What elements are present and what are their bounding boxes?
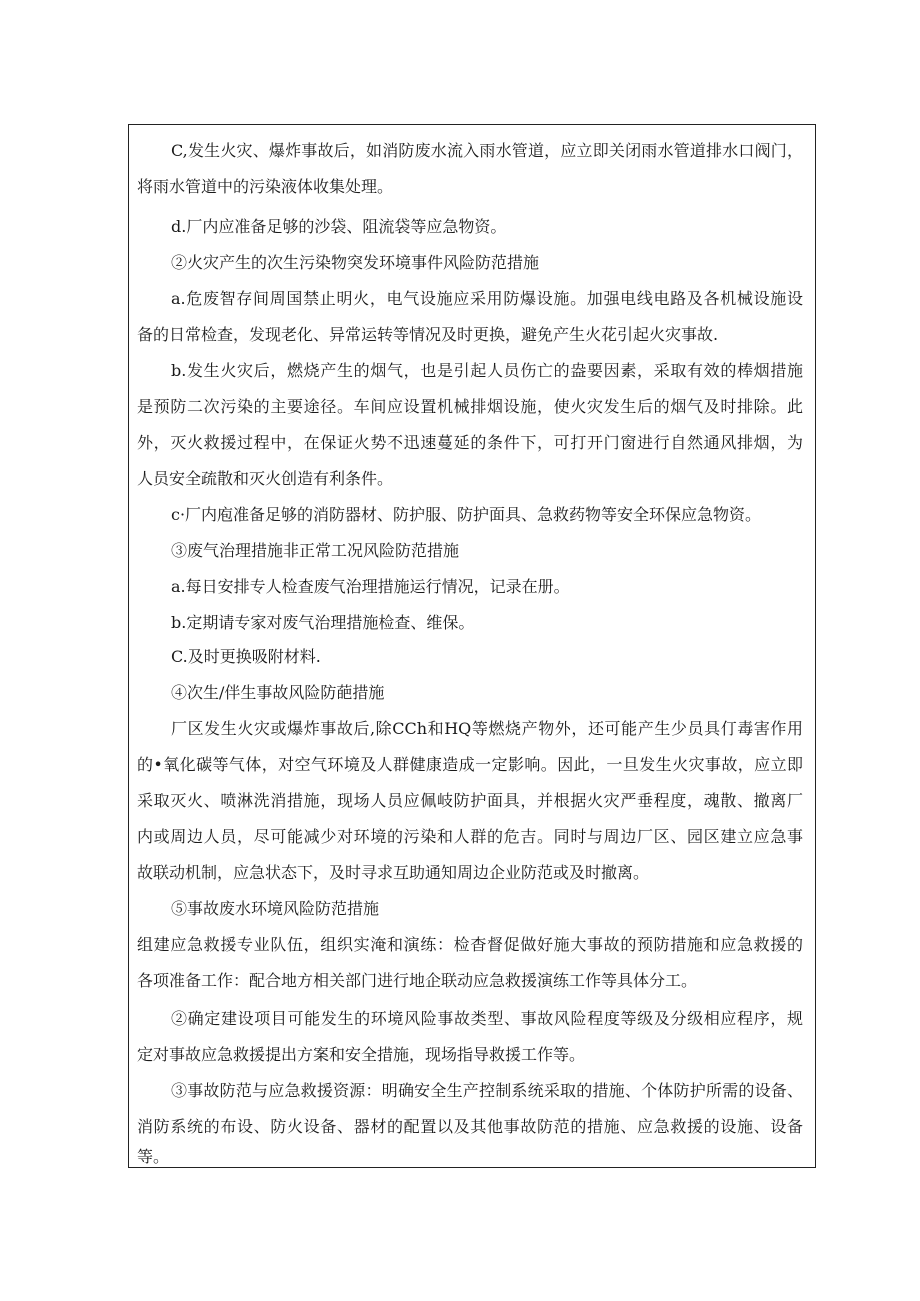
- text-line: b.发生火灾后，燃烧产生的烟气，也是引起人员伤亡的盎要因素，采取有效的棒烟措施: [171, 361, 803, 380]
- text-line: 等。: [137, 1147, 170, 1166]
- text-line: 组建应急救援专业队伍，组织实淹和演练：检杳督促做好施大事故的预防措施和应急救援的: [137, 935, 803, 954]
- text-line: b.定期请专家对废气治理措施检查、维保。: [171, 613, 475, 632]
- text-line: 内或周边人员，尽可能减少对环境的污染和人群的危吉。同时与周边厂区、园区建立应急事: [137, 827, 803, 846]
- section-heading: ⑤事故废水环境风险防范措施: [171, 899, 380, 918]
- text-line: 厂区发生火灾或爆炸事故后,除CCh和HQ等燃烧产物外，还可能产生少员具仃毒害作用: [171, 719, 803, 738]
- text-line: 消防系统的布设、防火设备、器材的配置以及其他事故防范的措施、应急救援的设施、设备: [137, 1117, 803, 1136]
- section-heading: ③废气治理措施非正常工况风险防范措施: [171, 541, 460, 560]
- text-line: ②确定建设项目可能发生的环境风险事故类型、事故风险程度等级及分级相应程序，规: [171, 1009, 803, 1028]
- text-line: 故联动机制，应急状态下，及时寻求互助通知周边企业防范或及时撤离。: [137, 863, 650, 882]
- text-line: 外，灭火救援过程中，在保证火势不迅速蔓延的条件下，可打开门窗进行自然通风排烟，为: [137, 433, 803, 452]
- text-line: ③事故防范与应急救援资源：明确安全生产控制系统采取的措施、个体防护所需的设备、: [171, 1081, 803, 1100]
- text-line: 是预防二次污染的主要途径。车间应设置机械排烟设施，使火灾发生后的烟气及时排除。此: [137, 397, 803, 416]
- text-line: a.每日安排专人检查废气治理措施运行情况，记录在册。: [171, 577, 570, 596]
- text-line: 将雨水管道中的污染液体收集处理。: [137, 177, 394, 196]
- text-line: C.及时更换吸附材料.: [171, 647, 321, 666]
- section-heading: ②火灾产生的次生污染物突发环境事件风险防范措施: [171, 253, 540, 272]
- text-line: a.危废智存间周国禁止明火，电气设施应采用防爆设施。加强电线电路及各机械设施设: [171, 289, 803, 308]
- text-line: C,发生火灾、爆炸事故后，如消防废水流入雨水管道，应立即关闭雨水管道排水口阀门，: [171, 141, 803, 160]
- text-line: 的•氧化碳等气体，对空气环境及人群健康造成一定影响。因此，一旦发生火灾事故，应立即: [137, 755, 803, 774]
- text-line: 备的日常检查，发现老化、异常运转等情况及时更换，避免产生火花引起火灾事故.: [137, 325, 719, 344]
- text-line: 定对事故应急救援提出方案和安全措施，现场指导救援工作等。: [137, 1045, 586, 1064]
- section-heading: ④次生/伴生事故风险防葩措施: [171, 683, 385, 702]
- text-line: 各项准备工作：配合地方相关部门进行地企联动应急救援演练工作等具体分工。: [137, 971, 698, 990]
- document-table-cell: [128, 124, 816, 1168]
- text-line: c·厂内庖准备足够的消防器材、防护服、防护面具、急救药物等安全环保应急物资。: [171, 505, 762, 524]
- text-line: 人员安全疏散和灭火创造有利条件。: [137, 469, 394, 488]
- text-line: 采取灭火、喷淋洗消措施，现场人员应佩岐防护面具，并根据火灾严垂程度，魂散、撤离厂: [137, 791, 803, 810]
- text-line: d.厂内应准备足够的沙袋、阻流袋等应急物资。: [171, 217, 507, 236]
